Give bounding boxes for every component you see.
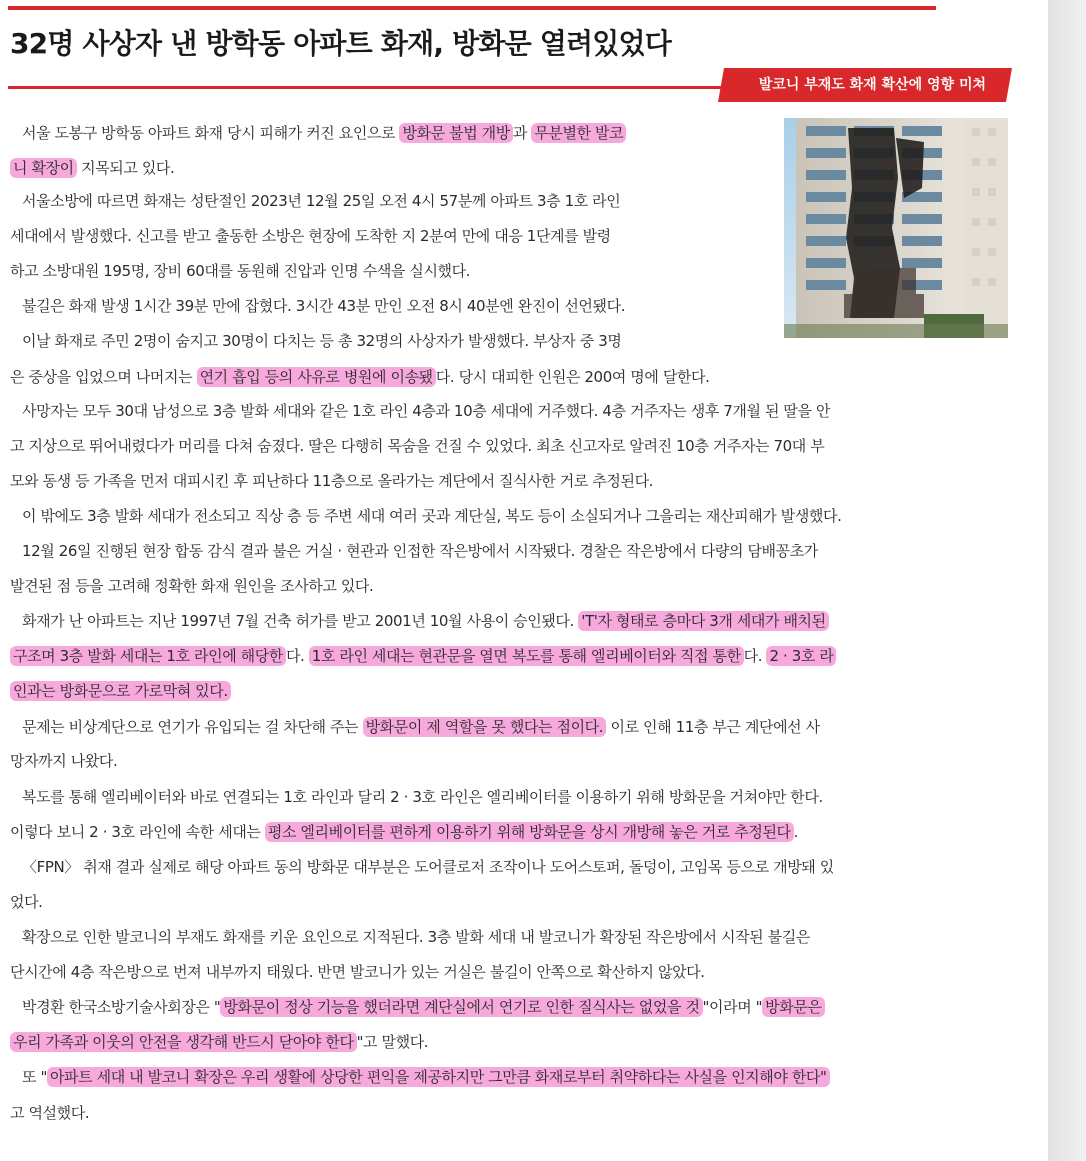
highlighted-text: 니 확장이 [10,158,77,178]
body-text: 불길은 화재 발생 1시간 39분 만에 잡혔다. 3시간 43분 만인 오전 8시 40분엔 완진이 선언됐다. [22,297,626,315]
body-text: 다. 당시 대피한 인원은 200여 명에 달한다. [435,368,710,386]
article-line [10,466,653,496]
page-margin [1048,0,1086,1161]
article-line [22,712,820,742]
article-line [10,1098,89,1128]
apartment-fire-photo [784,118,1008,338]
body-text: 화재가 난 아파트는 지난 1997년 7월 건축 허가를 받고 2001년 10월 사용이 승인됐다. [22,612,579,630]
body-text: 고 역설했다. [10,1104,90,1122]
article-line [10,641,836,671]
body-text: 다. [743,647,767,665]
highlighted-text: 구조며 3층 발화 세대는 1호 라인에 해당한 [10,646,286,666]
body-text: "고 말했다. [356,1033,429,1051]
body-text: 발견된 점 등을 고려해 정확한 화재 원인을 조사하고 있다. [10,577,374,595]
article-line [10,221,611,251]
article-line [22,992,825,1022]
highlighted-text: 2 · 3호 라 [766,646,836,666]
body-text: 이날 화재로 주민 2명이 숨지고 30명이 다치는 등 총 32명의 사상자가 발생했다. 부상자 중 3명 [22,332,622,350]
article-line [10,571,373,601]
body-text: 〈FPN〉 취재 결과 실제로 해당 아파트 동의 방화문 대부분은 도어클로저 조작이나 도어스토퍼, 돌덩이, 고임목 등으로 개방돼 있 [22,858,834,876]
highlighted-text: 우리 가족과 이웃의 안전을 생각해 반드시 닫아야 한다 [10,1032,357,1052]
article-line [10,957,705,987]
article-line [22,922,810,952]
body-text: 하고 소방대원 195명, 장비 60대를 동원해 진압과 인명 수색을 실시했다. [10,262,471,280]
article-line [10,256,470,286]
body-text: "이라며 " [702,998,763,1016]
body-text: 은 중상을 입었으며 나머지는 [10,368,197,386]
title-red-rule [8,86,728,89]
body-text: 서울소방에 따르면 화재는 성탄절인 2023년 12월 25일 오전 4시 57분께 아파트 3층 1호 라인 [22,192,621,210]
article-line [22,782,823,812]
body-text: 세대에서 발생했다. 신고를 받고 출동한 소방은 현장에 도착한 지 2분여 만에 대응 1단계를 발령 [10,227,611,245]
article-line [22,186,620,216]
body-text: . [793,823,798,841]
article-line [22,291,625,321]
subheadline: 발코니 부재도 화재 확산에 영향 미쳐 [758,77,986,93]
article-line [22,396,830,426]
body-text: 지목되고 있다. [76,159,175,177]
highlighted-text: 평소 엘리베이터를 편하게 이용하기 위해 방화문을 상시 개방해 놓은 거로 추정된다 [265,822,794,842]
body-text: 사망자는 모두 30대 남성으로 3층 발화 세대와 같은 1호 라인 4층과 10층 세대에 거주했다. 4층 거주자는 생후 7개월 된 딸을 안 [22,402,831,420]
body-text: 이로 인해 11층 부근 계단에선 사 [606,718,820,736]
highlighted-text: 방화문이 제 역할을 못 했다는 점이다. [363,717,607,737]
body-text: 이 밖에도 3층 발화 세대가 전소되고 직상 층 등 주변 세대 여러 곳과 계단실, 복도 등이 소실되거나 그을리는 재산피해가 발생했다. [22,507,842,525]
highlighted-text: 방화문이 정상 기능을 했더라면 계단실에서 연기로 인한 질식사는 없었을 것 [220,997,702,1017]
body-text: 과 [512,124,532,142]
body-text: 박경환 한국소방기술사회장은 " [22,998,221,1016]
article-line [22,1062,830,1092]
article-line [10,817,798,847]
body-text: 망자까지 나왔다. [10,752,118,770]
article-line [10,676,231,706]
headline: 32명 사상자 낸 방학동 아파트 화재, 방화문 열려있었다 [10,27,672,60]
article-line [10,153,174,183]
body-text: 복도를 통해 엘리베이터와 바로 연결되는 1호 라인과 달리 2 · 3호 라인은 엘리베이터를 이용하기 위해 방화문을 거쳐야만 한다. [22,788,823,806]
body-text: 모와 동생 등 가족을 먼저 대피시킨 후 피난하다 11층으로 올라가는 계단에서 질식사한 거로 추정된다. [10,472,654,490]
body-text: 었다. [10,893,43,911]
article-line [22,606,829,636]
article-line [22,852,834,882]
article-line [10,431,824,461]
article-line [10,746,117,776]
article-line [22,326,621,356]
body-text: 고 지상으로 뛰어내렸다가 머리를 다쳐 숨졌다. 딸은 다행히 목숨을 건질 수 있었다. 최초 신고자로 알려진 10층 거주자는 70대 부 [10,437,825,455]
highlighted-text: 방화문은 [762,997,824,1017]
body-text: 또 " [22,1068,47,1086]
body-text: 단시간에 4층 작은방으로 번져 내부까지 태웠다. 반면 발코니가 있는 거실은 불길이 안쪽으로 확산하지 않았다. [10,963,705,981]
article-line [10,887,43,917]
body-text: 이렇다 보니 2 · 3호 라인에 속한 세대는 [10,823,265,841]
highlighted-text: 'T'자 형태로 층마다 3개 세대가 배치된 [578,611,828,631]
article-line [10,1027,428,1057]
highlighted-text: 아파트 세대 내 발코니 확장은 우리 생활에 상당한 편익을 제공하지만 그만큼 화재로부터 취약하다는 사실을 인지해야 한다" [47,1067,830,1087]
highlighted-text: 방화문 불법 개방 [399,123,512,143]
highlighted-text: 연기 흡입 등의 사유로 병원에 이송됐 [197,367,436,387]
highlighted-text: 무분별한 발코 [531,123,626,143]
article-line [22,536,818,566]
body-text: 문제는 비상계단으로 연기가 유입되는 걸 차단해 주는 [22,718,363,736]
highlighted-text: 인과는 방화문으로 가로막혀 있다. [10,681,231,701]
body-text: 12월 26일 진행된 현장 합동 감식 결과 불은 거실 · 현관과 인접한 작은방에서 시작됐다. 경찰은 작은방에서 다량의 담배꽁초가 [22,542,818,560]
article-line [22,118,626,148]
body-text: 다. [285,647,309,665]
article-line [22,501,841,531]
top-red-rule [8,6,936,10]
body-text: 서울 도봉구 방학동 아파트 화재 당시 피해가 커진 요인으로 [22,124,400,142]
body-text: 확장으로 인한 발코니의 부재도 화재를 키운 요인으로 지적된다. 3층 발화 세대 내 발코니가 확장된 작은방에서 시작된 불길은 [22,928,810,946]
highlighted-text: 1호 라인 세대는 현관문을 열면 복도를 통해 엘리베이터와 직접 통한 [309,646,744,666]
article-line [10,362,710,392]
